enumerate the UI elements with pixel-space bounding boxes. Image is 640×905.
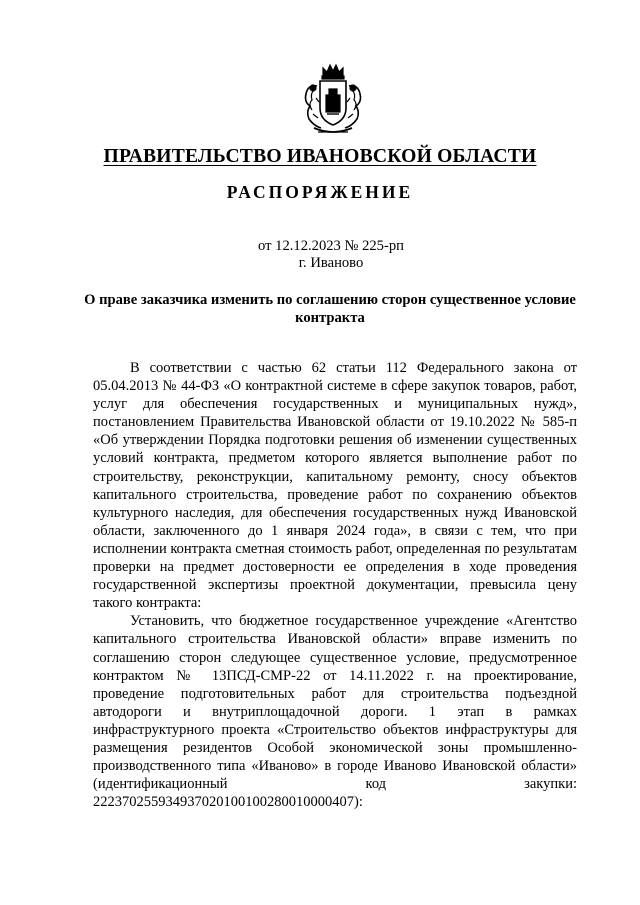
city: г. Иваново <box>298 255 364 271</box>
organization-name: ПРАВИТЕЛЬСТВО ИВАНОВСКОЙ ОБЛАСТИ <box>103 146 537 167</box>
document-type: РАСПОРЯЖЕНИЕ <box>226 182 414 202</box>
document-body <box>93 359 577 811</box>
document-title: О праве заказчика изменить по соглашению сторон существенное условие контракта <box>84 292 576 326</box>
document-meta <box>0 238 640 272</box>
body-paragraph: Установить, что бюджетное государственное учреждение «Агентство капитального строительства Ивановской области» вправе изменить по соглашению сторон следующее существенное условие, предусмотренное контрактом № 13ПСД-СМР-22 от 14.11.2022 г. на проектирование, проведение подготовительных работ для строительства подъездной автодороги и внутриплощадочной дороги. 1 этап в рамках инфраструктурного проекта «Строительство объектов инфраструктуры для размещения резидентов Особой экономической зоны промышленно-производственного типа «Иваново» в городе Иваново Ивановской области» (идентификационный код закупки: 222370255934937020100100280010000407): <box>93 613 577 811</box>
coat-of-arms-emblem <box>296 62 370 138</box>
body-paragraph: В соответствии с частью 62 статьи 112 Федерального закона от 05.04.2013 № 44-ФЗ «О контрактной системе в сфере закупок товаров, работ, услуг для обеспечения государственных и муниципальных нужд», постановлением Правительства Ивановской области от 19.10.2022 № 585-п «Об утверждении Порядка подготовки решения об изменении существенных условий контракта, предметом которого является выполнение работ по строительству, реконструкции, капитальному ремонту, сносу объектов капитального строительства, проведение работ по сохранению объектов культурного наследия, для обеспечения государственных нужд Ивановской области, заключенного до 1 января 2024 года», в связи с тем, что при исполнении контракта сметная стоимость работ, определенная по результатам проверки на предмет достоверности ее определения в ходе проведения государственной экспертизы проектной документации, превысила цену такого контракта: <box>93 360 577 612</box>
date-number: от 12.12.2023 № 225-рп <box>258 238 404 254</box>
